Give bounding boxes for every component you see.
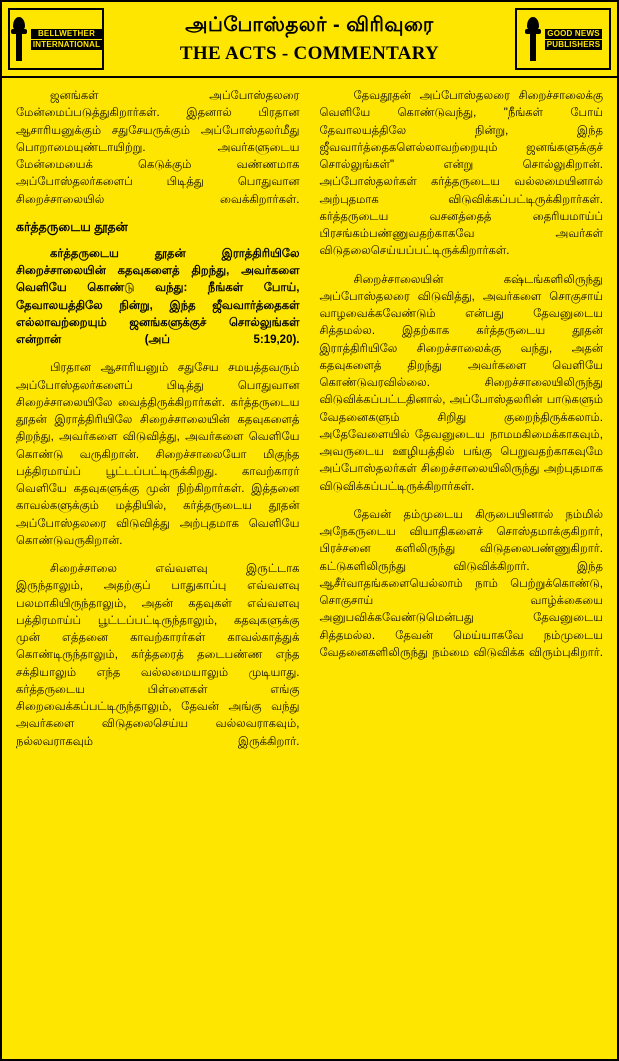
torch-icon — [524, 17, 542, 61]
right-column — [310, 84, 612, 1055]
logo-line-1: BELLWETHER — [31, 29, 102, 39]
logo-line-1: GOOD NEWS — [545, 29, 603, 39]
left-column — [8, 84, 310, 1055]
paragraph: ஜனங்கள் அப்போஸ்தலரை மேன்மைப்படுத்துகிறார்கள். இதனால் பிரதான ஆசாரியனுக்கும் சதுசேயருக்கும் அப்போஸ்தலர்மீது பொறாமையுண்டாயிற்று. அவர்களுடைய மேன்மையைக் கெடுக்கும் வண்ணமாக அப்போஸ்தலர்களைப் பிடித்து பொதுவான சிறைச்சாலையில் வைக்கிறார்கள். — [16, 90, 300, 206]
good-news-publishers-logo — [515, 8, 611, 70]
paragraph: தேவன் தம்முடைய கிருபையினால் நம்மில் அநேகருடைய வியாதிகளைச் சொஸ்தமாக்குகிறார், பிரச்சனை களிலிருந்து விடுதலைபண்ணுகிறார். கட்டுகளிலிருந்து விடுவிக்கிறார். இந்த ஆசீர்வாதங்களையெல்லாம் நாம் பெற்றுக்கொண்டு, சொகுசாய் வாழ்க்கையை அனுபவிக்கவேண்டுமென்பது தேவனுடைய சித்தமல்ல. தேவன் மெய்யாகவே நம்முடைய வேதனைகளிலிருந்து நம்மை விடுவிக்க விரும்புகிறார். — [319, 508, 603, 659]
bellwether-international-logo — [8, 8, 104, 70]
page-title-english: THE ACTS - COMMENTARY — [179, 42, 440, 64]
paragraph: தேவதூதன் அப்போஸ்தலரை சிறைச்சாலைக்கு வெளியே கொண்டுவந்து, "நீங்கள் போய் தேவாலயத்திலே நின்று, இந்த ஜீவவார்த்தைகளெல்லாவற்றையும் ஜனங்களுக்குச் சொல்லுங்கள்" என்று சொல்லுகிறான். அப்போஸ்தலர்கள் கர்த்தருடைய வல்லமையினால் அற்புதமாக விடுவிக்கப்பட்டிருக்கிறார்கள். கர்த்தருடைய வசனத்தைத் தைரியமாய்ப் பிரசங்கம்பண்ணுவதற்காகவே அவர்கள் விடுதலைசெய்யப்பட்டிருக்கிறார்கள். — [319, 90, 603, 258]
paragraph: பிரதான ஆசாரியனும் சதுசேய சமயத்தவரும் அப்போஸ்தலர்களைப் பிடித்து பொதுவான சிறைச்சாலையிலே வைத்திருக்கிறார்கள். கர்த்தருடைய தூதன் இராத்திரியிலே சிறைச்சாலையின் கதவுகளைத் திறந்து, அவர்களை விடுவித்து, அவர்களை வெளியே கொண்டு வருகிறான். சிறைச்சாலையோ மிகுந்த பத்திரமாய்ப் பூட்டப்பட்டிருக்கிறது. காவற்காரர் வெளியே கதவுகளுக்கு முன் நிற்கிறார்கள். இத்தனை காவல்களுக்கும் மத்தியில், கர்த்தருடைய தூதன் அப்போஸ்தலரை விடுவித்து அற்புதமாக வெளியே கொண்டுவருகிறான். — [16, 362, 300, 547]
logo-line-2: PUBLISHERS — [546, 39, 601, 49]
logo-line-2: INTERNATIONAL — [32, 39, 101, 49]
page-title-tamil: அப்போஸ்தலர் - விரிவுரை — [185, 13, 434, 36]
title-block — [110, 2, 509, 76]
paragraph: சிறைச்சாலையின் கஷ்டங்களிலிருந்து அப்போஸ்தலரை விடுவித்து, அவர்களை சொகுசாய் வாழவைக்கவேண்டும் என்பது தேவனுடைய சித்தமல்ல. இதற்காக கர்த்தருடைய தூதன் இராத்திரியிலே சிறைச்சாலைக்கு வந்து, அதன் கதவுகளைத் திறந்து அவர்களை வெளியே கொண்டுவரவில்லை. சிறைச்சாலையிலிருந்து விடுவிக்கப்பட்டதினால், அப்போஸ்தலரின் பாடுகளும் வேதனைகளும் சிறிது குறைந்திருக்கலாம். அதேவேளையில் தேவனுடைய நாமமகிமைக்காகவும், அவருடைய ஊழியத்தில் பங்கு பெறுவதற்காகவுமே அப்போஸ்தலர்கள் சிறைச்சாலையிலிருந்து அற்புதமாக விடுவிக்கப்பட்டிருக்கிறார்கள். — [319, 273, 603, 493]
scripture-quote: கர்த்தருடைய தூதன் இராத்திரியிலே சிறைச்சாலையின் கதவுகளைத் திறந்து, அவர்களை வெளியே கொண்டு வந்து: நீங்கள் போய், தேவாலயத்திலே நின்று, இந்த ஜீவவார்த்தைகள் எல்லாவற்றையும் ஜனங்களுக்குச் சொல்லுங்கள் என்றான் (அப் 5:19,20). — [16, 247, 300, 346]
document-header — [2, 2, 617, 78]
torch-icon — [10, 17, 28, 61]
body-area — [2, 78, 617, 1059]
section-subheading: கர்த்தருடைய தூதன் — [16, 219, 128, 234]
paragraph: சிறைச்சாலை எவ்வளவு இருட்டாக இருந்தாலும், அதற்குப் பாதுகாப்பு எவ்வளவு பலமாகியிருந்தாலும், அதன் கதவுகள் எவ்வளவு பத்திரமாய்ப் பூட்டப்பட்டிருந்தாலும், கதவுகளுக்கு முன் எத்தனை காவற்காரர்கள் காவல்காத்துக் கொண்டிருந்தாலும், கர்த்தரைத் தடைபண்ண எந்த சக்தியாலும் எந்த வல்லமையாலும் முடியாது. கர்த்தருடைய பிள்ளைகள் எங்கு சிறைவைக்கப்பட்டிருந்தாலும், தேவன் அங்கு வந்து அவர்களை விடுதலைசெய்ய வல்லவராகவும், நல்லவராகவும் இருக்கிறார். — [16, 563, 300, 748]
